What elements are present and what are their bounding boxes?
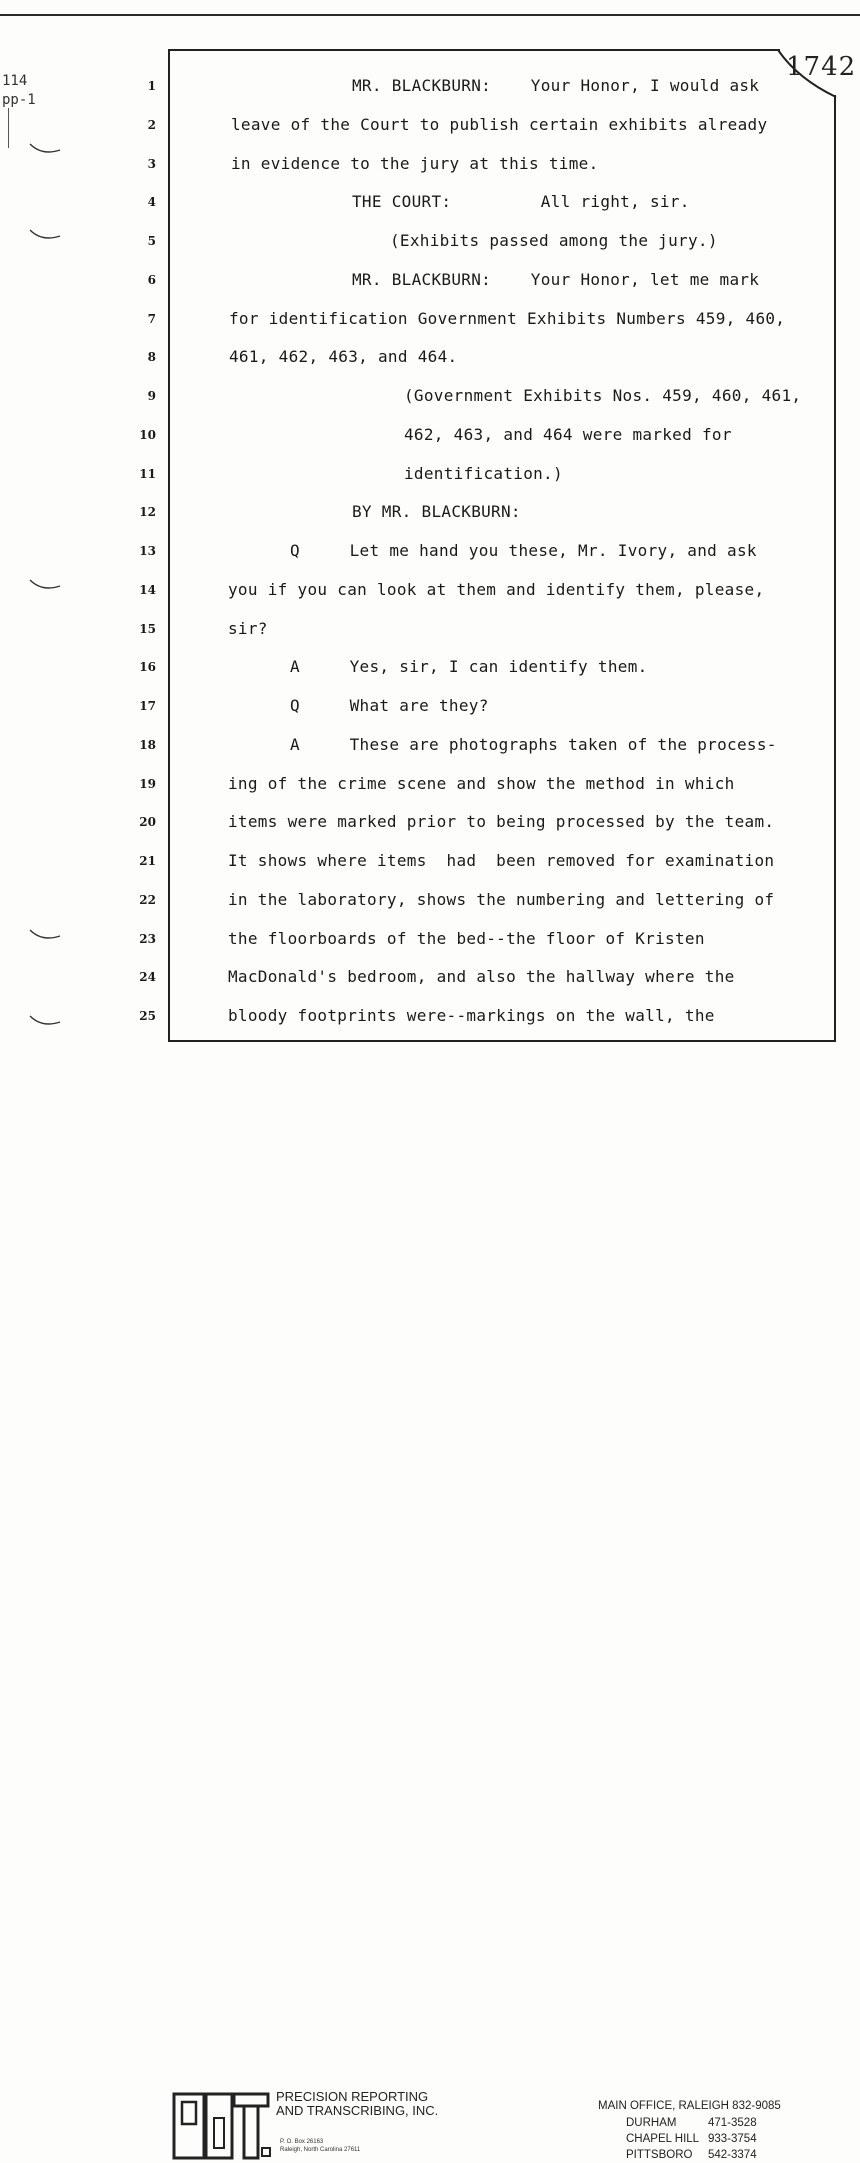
line-number: 25: [139, 1009, 156, 1023]
office-phone: 542-3374: [708, 2149, 757, 2161]
line-number: 7: [147, 311, 156, 326]
transcript-line: 461, 462, 463, and 464.: [229, 347, 458, 367]
main-office-text: MAIN OFFICE, RALEIGH 832-9085: [598, 2100, 781, 2112]
transcript-line: bloody footprints were--markings on the wall, the: [228, 1006, 715, 1025]
firm-address: [280, 2138, 360, 2154]
transcript-line: identification.): [404, 463, 563, 483]
transcript-line: sir?: [228, 618, 268, 638]
transcript-line: the floorboards of the bed--the floor of Kristen: [228, 928, 705, 948]
line-number: 14: [139, 582, 156, 597]
line-number: 5: [147, 234, 156, 248]
line-number: 3: [147, 156, 156, 171]
line-number: 6: [147, 272, 156, 287]
firm-name-line1: PRECISION REPORTING: [276, 2089, 429, 2104]
transcript-line: A These are photographs taken of the process-: [290, 734, 777, 754]
top-rule: [0, 14, 860, 16]
line-number: 8: [147, 350, 156, 365]
line-number: 18: [139, 737, 156, 752]
margin-check-mark: [28, 928, 62, 942]
page-frame-left: [168, 49, 170, 1041]
transcript-line: (Exhibits passed among the jury.): [390, 231, 718, 250]
transcript-line: MR. BLACKBURN: Your Honor, let me mark: [352, 269, 760, 289]
line-number: 4: [147, 195, 156, 210]
line-number: 12: [139, 505, 156, 520]
office-name: DURHAM: [626, 2117, 677, 2129]
line-number: 17: [139, 699, 156, 713]
firm-name: [276, 2090, 438, 2118]
page-frame-right: [834, 95, 836, 1041]
office-list: [598, 2098, 781, 2163]
margin-tick: [8, 108, 9, 148]
margin-check-mark: [28, 228, 62, 242]
margin-note-1: 114: [2, 73, 28, 89]
page-number: 1742: [786, 52, 857, 82]
line-number: 15: [139, 621, 156, 636]
transcript-line: MacDonald's bedroom, and also the hallway where the: [228, 967, 735, 987]
line-number: 16: [139, 660, 156, 675]
margin-note-2: pp-1: [2, 92, 36, 108]
line-number: 23: [139, 931, 156, 946]
transcript-line: (Government Exhibits Nos. 459, 460, 461,: [404, 386, 802, 405]
firm-name-line2: AND TRANSCRIBING, INC.: [276, 2103, 439, 2118]
line-number: 19: [139, 776, 156, 791]
transcript-line: in the laboratory, shows the numbering and lettering of: [228, 889, 775, 909]
page-frame-top: [168, 49, 780, 51]
office-name: PITTSBORO: [626, 2149, 693, 2161]
line-number: 20: [139, 815, 156, 830]
margin-check-mark: [28, 142, 62, 156]
transcript-line: ing of the crime scene and show the method in which: [228, 773, 735, 793]
office-row: [598, 2115, 781, 2131]
transcript-line: THE COURT: All right, sir.: [352, 192, 690, 212]
office-name: CHAPEL HILL: [626, 2133, 700, 2145]
transcript-line: in evidence to the jury at this time.: [231, 153, 599, 173]
office-row: [598, 2147, 781, 2163]
transcript-line: A Yes, sir, I can identify them.: [290, 657, 648, 677]
transcript-line: you if you can look at them and identify them, please,: [228, 579, 765, 599]
main-office: [598, 2098, 781, 2114]
line-number: 1: [147, 79, 156, 93]
line-number: 9: [147, 389, 156, 403]
transcript-line: MR. BLACKBURN: Your Honor, I would ask: [352, 76, 760, 95]
margin-check-mark: [28, 1014, 62, 1028]
address-line2: Raleigh, North Carolina 27611: [280, 2147, 361, 2153]
margin-check-mark: [28, 578, 62, 592]
line-number: 21: [139, 854, 156, 868]
transcript-line: 462, 463, and 464 were marked for: [404, 424, 732, 444]
firm-logo: [172, 2088, 272, 2160]
page-footer: [0, 1042, 860, 2161]
office-row: [598, 2131, 781, 2147]
line-number: 24: [139, 970, 156, 985]
address-line1: P. O. Box 26163: [280, 2139, 324, 2145]
line-number: 22: [139, 892, 156, 907]
line-number: 13: [139, 544, 156, 558]
office-phone: 933-3754: [708, 2133, 757, 2145]
transcript-line: leave of the Court to publish certain exhibits already: [231, 114, 768, 134]
line-number: 11: [139, 466, 156, 481]
transcript-line: items were marked prior to being processed by the team.: [228, 812, 775, 832]
transcript-line: Q Let me hand you these, Mr. Ivory, and ask: [290, 541, 757, 560]
transcript-line: BY MR. BLACKBURN:: [352, 502, 521, 522]
transcript-line: Q What are they?: [290, 696, 489, 715]
line-number: 2: [147, 117, 156, 132]
transcript-line: It shows where items had been removed for examination: [228, 851, 775, 870]
transcript-line: for identification Government Exhibits Numbers 459, 460,: [229, 308, 786, 328]
line-number: 10: [139, 427, 156, 442]
office-phone: 471-3528: [708, 2117, 757, 2129]
